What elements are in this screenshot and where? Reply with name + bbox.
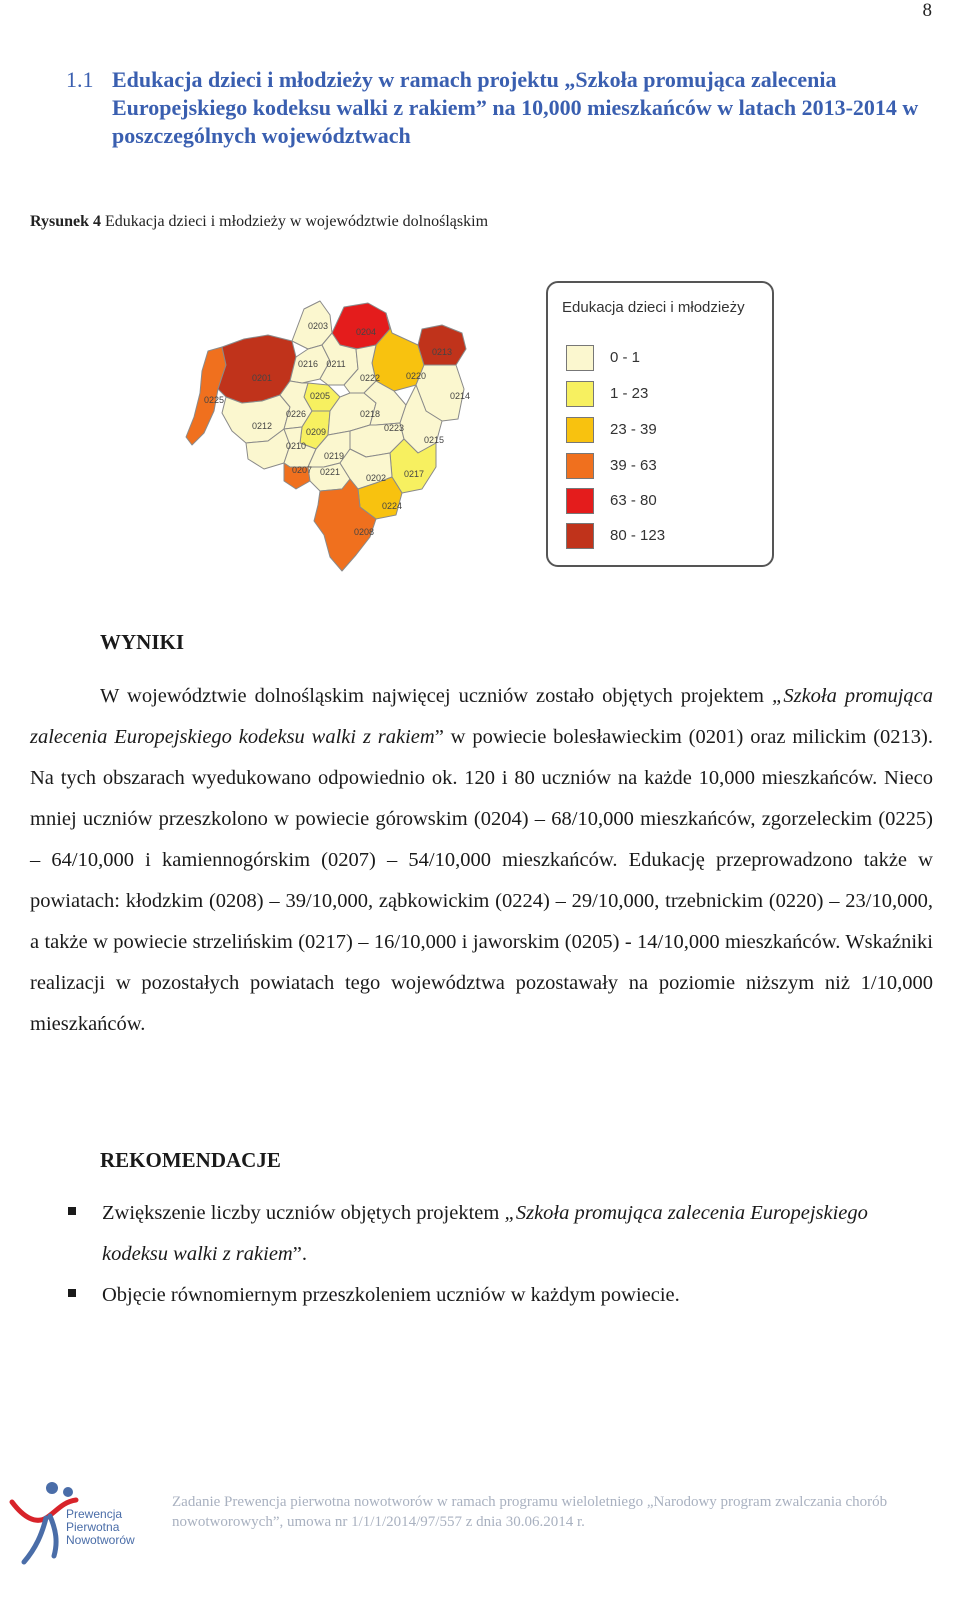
results-project-name: „Szkoła promująca zalecenia Europejskiego kodeksu walki z rakiem — [30, 685, 933, 748]
legend-label: 80 - 123 — [610, 527, 666, 544]
recommendation-item — [66, 1193, 886, 1275]
page-number: 8 — [922, 0, 932, 21]
label-0201: 0201 — [251, 373, 273, 383]
legend-item — [566, 381, 766, 409]
legend-swatch — [566, 453, 594, 479]
square-bullet-icon — [68, 1289, 76, 1297]
label-0222: 0222 — [359, 373, 381, 383]
label-0214: 0214 — [449, 391, 471, 401]
label-0224: 0224 — [381, 501, 403, 511]
label-0225: 0225 — [203, 395, 225, 405]
figure-caption-text: Edukacja dzieci i młodzieży w województwie dolnośląskim — [105, 213, 489, 230]
legend-label: 1 - 23 — [610, 385, 649, 402]
legend-item — [566, 417, 766, 445]
legend-item — [566, 523, 766, 551]
label-0219: 0219 — [323, 451, 345, 461]
recommendations-list — [66, 1193, 886, 1316]
label-0202: 0202 — [365, 473, 387, 483]
logo-line: Prewencja — [66, 1507, 123, 1521]
logo-line: Pierwotna — [66, 1520, 120, 1534]
legend-swatch — [566, 523, 594, 549]
recommendation-text-end: ”. — [292, 1243, 307, 1265]
choropleth-map — [180, 293, 480, 578]
label-0210: 0210 — [285, 441, 307, 451]
legend-item — [566, 488, 766, 516]
label-0203: 0203 — [307, 321, 329, 331]
section-number: 1.1 — [66, 67, 94, 92]
recommendation-project-name: „Szkoła promująca zalecenia Europejskiego kodeksu walki z rakiem — [102, 1202, 868, 1265]
section-title: Edukacja dzieci i młodzieży w ramach projektu „Szkoła promująca zalecenia Europejskiego kodeksu walki z rakiem” na 10,000 mieszkańców w latach 2013-2014 w poszczególnych województwach — [112, 67, 919, 148]
legend-item — [566, 345, 766, 373]
label-0204: 0204 — [355, 327, 377, 337]
label-0216: 0216 — [297, 359, 319, 369]
legend-label: 23 - 39 — [610, 421, 657, 438]
label-0223: 0223 — [383, 423, 405, 433]
label-0218: 0218 — [359, 409, 381, 419]
legend-swatch — [566, 381, 594, 407]
label-0226: 0226 — [285, 409, 307, 419]
label-0215: 0215 — [423, 435, 445, 445]
legend-label: 63 - 80 — [610, 492, 657, 509]
label-0212: 0212 — [251, 421, 273, 431]
label-0211: 0211 — [326, 359, 346, 369]
logo-line: Nowotworów — [66, 1533, 135, 1547]
label-0217: 0217 — [403, 469, 425, 479]
results-heading: WYNIKI — [100, 630, 185, 654]
label-0207: 0207 — [291, 465, 313, 475]
legend-swatch — [566, 417, 594, 443]
footer-note: Zadanie Prewencja pierwotna nowotworów w ramach programu wieloletniego „Narodowy program zwalczania chorób nowotworowych”, umowa nr 1/1/1/2014/97/557 z dnia 30.06.2014 r. — [172, 1494, 888, 1530]
results-text-2: ” w powiecie bolesławieckim (0201) oraz milickim (0213). Na tych obszarach wyedukowano odpowiednio ok. 120 i 80 uczniów na każde 10,000 mieszkańców. Nieco mniej uczniów przeszkolono w powiecie górowskim (0204) – 68/10,000 mieszkańców, zgorzeleckim (0225) – 64/10,000 i kamiennogórskim (0207) – 54/10,000 mieszkańców. Edukację przeprowadzono także w powiatach: kłodzkim (0208) – 39/10,000, ząbkowickim (0224) – 29/10,000, trzebnickim (0220) – 23/10,000, a także w powiecie strzelińskim (0217) – 16/10,000 i jaworskim (0205) - 14/10,000 mieszkańców. Wskaźniki realizacji w pozostałych powiatach tego województwa pozostawały na poziomie niższym niż 1/10,000 mieszkańców. — [30, 726, 933, 1035]
map-legend — [546, 281, 774, 567]
label-0208: 0208 — [353, 527, 375, 537]
results-paragraph — [30, 676, 933, 1045]
legend-label: 39 - 63 — [610, 457, 657, 474]
label-0205: 0205 — [309, 391, 331, 401]
figure-caption — [30, 213, 488, 231]
label-0209: 0209 — [305, 427, 327, 437]
results-text-1: W województwie dolnośląskim najwięcej uczniów zostało objętych projektem — [100, 685, 772, 707]
legend-swatch — [566, 345, 594, 371]
figure-caption-label: Rysunek 4 — [30, 213, 102, 230]
legend-title: Edukacja dzieci i młodzieży — [562, 299, 745, 316]
section-heading — [66, 66, 926, 150]
region-0213 — [418, 325, 466, 365]
label-0221: 0221 — [319, 467, 341, 477]
legend-swatch — [566, 488, 594, 514]
legend-item — [566, 453, 766, 481]
label-0213: 0213 — [431, 347, 453, 357]
logo-wordmark — [66, 1508, 135, 1547]
recommendation-item — [66, 1275, 886, 1316]
square-bullet-icon — [68, 1207, 76, 1215]
recommendation-text: Zwiększenie liczby uczniów objętych projektem — [102, 1202, 505, 1224]
recommendations-heading: REKOMENDACJE — [100, 1148, 281, 1172]
legend-label: 0 - 1 — [610, 349, 641, 366]
label-0220: 0220 — [405, 371, 427, 381]
recommendation-text: Objęcie równomiernym przeszkoleniem uczniów w każdym powiecie. — [102, 1284, 680, 1306]
